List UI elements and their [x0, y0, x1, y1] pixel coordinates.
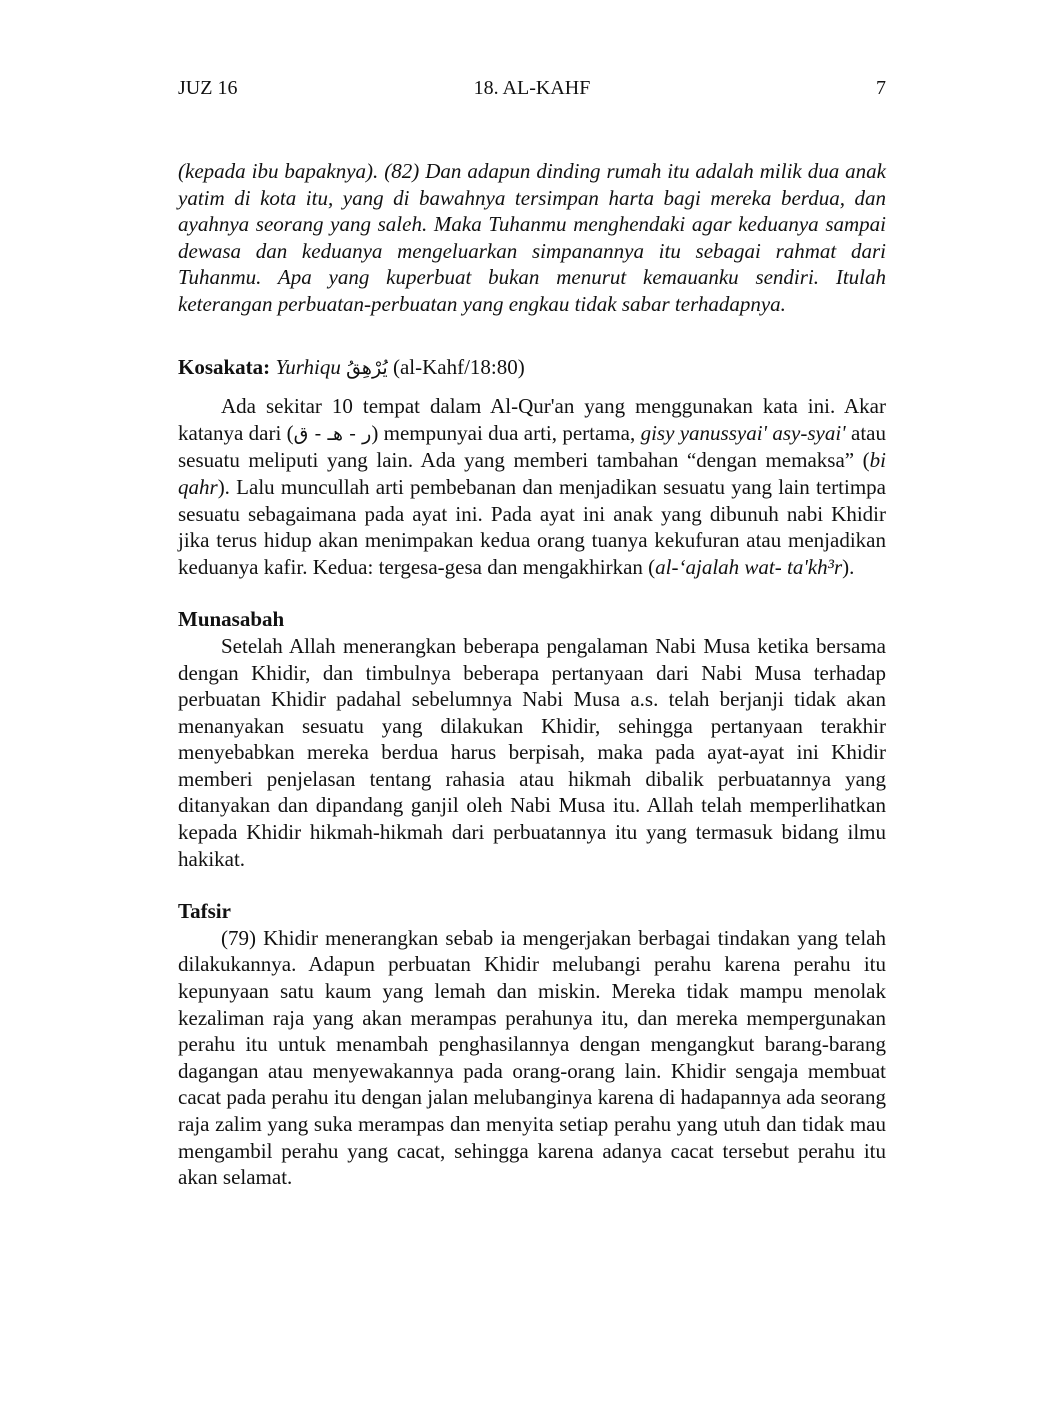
kosakata-heading	[178, 354, 886, 382]
tafsir-body: (79) Khidir menerangkan sebab ia mengerjakan berbagai tindakan yang telah dilakukannya. Adapun perbuatan Khidir melubangi perahu karena perahu itu kepunyaan satu kaum yang lemah dan miskin. Mereka tidak mampu menolak kezaliman raja yang akan merampas perahunya itu, dan mereka mempergunakan perahu itu untuk menambah penghasilannya dengan mengangkut barang-barang dagangan atau menyewakannya pada orang-orang lain. Khidir sengaja membuat cacat pada perahu itu dengan jalan melubanginya karena di hadapannya ada seorang raja zalim yang suka merampas dan menyita setiap perahu yang utuh dan tidak mau mengambil perahu yang cacat, sehingga karena adanya cacat tersebut perahu itu akan selamat.	[178, 925, 886, 1190]
kosakata-reference: (al-Kahf/18:80)	[392, 354, 525, 379]
text-run: ).	[842, 554, 855, 579]
text-run: ) mempunyai dua arti, pertama,	[371, 420, 641, 445]
text-run: atau sesuatu meliputi yang lain. Ada yang memberi tambahan “dengan memaksa” (	[178, 420, 886, 473]
tafsir-heading: Tafsir	[178, 899, 231, 924]
meaning-term: gisy yanussyai' asy-syai'	[640, 420, 846, 445]
spacer	[178, 381, 886, 393]
translation-continuation: (kepada ibu bapaknya). (82) Dan adapun dinding rumah itu adalah milik dua anak yatim di kota itu, yang di bawahnya tersimpan harta bagi mereka berdua, dan ayahnya seorang yang saleh. Maka Tuhanmu menghendaki agar keduanya sampai dewasa dan keduanya mengeluarkan simpanannya itu sebagai rahmat dari Tuhanmu. Apa yang kuperbuat bukan menurut kemauanku sendiri. Itulah keterangan perbuatan-perbuatan yang engkau tidak sabar terhadapnya.	[178, 159, 886, 316]
page-body	[178, 158, 886, 1191]
meaning-term-2: al-‘ajalah wat- ta'kh³r	[655, 554, 843, 579]
munasabah-body: Setelah Allah menerangkan beberapa pengalaman Nabi Musa ketika bersama dengan Khidir, dan timbulnya beberapa pertanyaan dari Nabi Musa terhadap perbuatan Khidir padahal sebelumnya Nabi Musa a.s. telah berjanji tidak akan menanyakan sesuatu yang dilakukan Khidir, sehingga pertanyaan terakhir menyebabkan mereka berdua harus berpisah, maka pada ayat-ayat ini Khidir memberi penjelasan tentang rahasia atau hikmah dibalik perbuatannya yang ditanyakan dan dipandang ganjil oleh Nabi Musa itu. Allah telah memperlihatkan kepada Khidir hikmah-hikmah dari perbuatannya itu yang termasuk bidang ilmu hakikat.	[178, 633, 886, 871]
text-run: ). Lalu muncullah arti pembebanan dan menjadikan sesuatu yang lain tertimpa sesuatu sebagaimana pada ayat ini. Pada ayat ini anak yang dibunuh nabi Khidir jika terus hidup akan menimpakan kedua orang tuanya kekufuran atau menjadikan keduanya kafir. Kedua: tergesa-gesa dan mengakhirkan (	[178, 474, 886, 579]
spacer	[178, 872, 886, 898]
spacer	[178, 318, 886, 344]
page-number: 7	[876, 77, 886, 99]
kosakata-label: Kosakata:	[178, 354, 271, 379]
bi-qahr-term: bi qahr	[178, 448, 886, 499]
kosakata-body	[178, 393, 886, 580]
munasabah-heading: Munasabah	[178, 607, 285, 632]
text-run: Ada sekitar 10 tempat dalam Al-Qur'an yang menggunakan kata ini. Akar katanya dari (	[178, 394, 886, 445]
surah-title: 18. AL-KAHF	[473, 77, 591, 99]
juz-label: JUZ 16	[178, 77, 238, 99]
spacer	[178, 580, 886, 606]
page-header	[178, 74, 886, 102]
kosakata-word-arabic: يُرْهِقُ	[346, 356, 388, 379]
root-letters-arabic: ر - هـ - ق	[293, 422, 372, 445]
kosakata-word-latin: Yurhiqu	[275, 354, 341, 379]
